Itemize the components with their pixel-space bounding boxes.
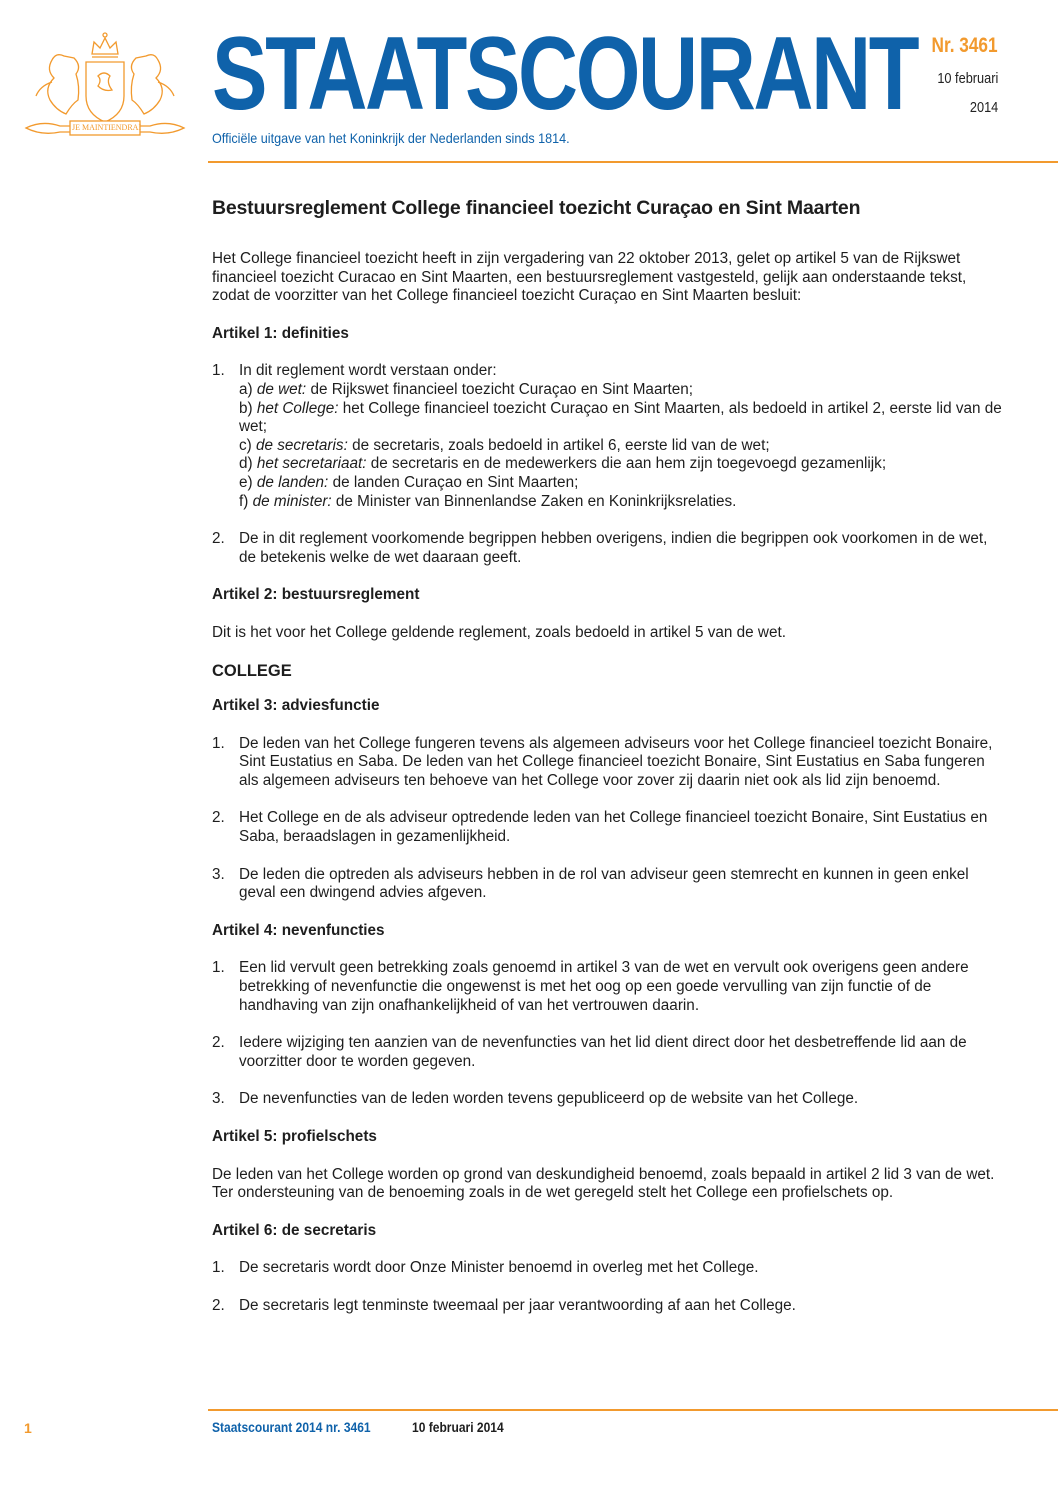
footer-date: 10 februari 2014 [412,1419,504,1435]
list-number: 2. [212,809,225,827]
list-item [212,530,1002,567]
article-2-text: Dit is het voor het College geldende reglement, zoals bedoeld in artikel 5 van de wet. [212,623,786,641]
definition-b: b) het College: het College financieel toezicht Curaçao en Sint Maarten, als bedoeld in artikel 2, eerste lid van de wet; [239,399,1002,436]
issue-number: Nr. 3461 [931,34,998,57]
article-5-text: De leden van het College worden op grond van deskundigheid benoemd, zoals bepaald in artikel 2 lid 3 van de wet. Ter ondersteuning van de benoeming zoals in de wet geregeld stelt het College een profielschets op. [212,1165,995,1202]
list-item [212,1297,1002,1316]
article-1-list [212,362,1002,567]
list-item [212,809,1002,846]
list-text: De leden die optreden als adviseurs hebben in de rol van adviseur geen stemrecht en kunnen in geen enkel geval een dwingend advies afgeven. [239,865,969,902]
footer-divider [208,1409,1058,1411]
list-text: De in dit reglement voorkomende begrippen hebben overigens, indien die begrippen ook voorkomen in de wet, de betekenis welke de wet daaraan geeft. [239,530,988,566]
list-text: Iedere wijziging ten aanzien van de nevenfuncties van het lid dient direct door het desbetreffende lid aan de voorzitter door te worden gegeven. [239,1034,967,1070]
section-heading-college: COLLEGE [212,661,292,680]
document-title: Bestuursreglement College financieel toezicht Curaçao en Sint Maarten [212,197,861,219]
list-number: 3. [212,1090,225,1108]
list-item [212,1259,1002,1278]
article-4-heading: Artikel 4: nevenfuncties [212,921,385,939]
masthead-title: STAATSCOURANT [212,16,918,132]
footer-publication: Staatscourant 2014 nr. 3461 [212,1419,371,1435]
royal-coat-of-arms-icon [22,30,188,142]
issue-date: 10 februari [936,71,998,87]
page-number: 1 [24,1420,32,1436]
list-text: De secretaris legt tenminste tweemaal per jaar verantwoording af aan het College. [239,1296,796,1314]
article-3-heading: Artikel 3: adviesfunctie [212,697,380,715]
list-number: 1. [212,362,225,380]
list-intro: In dit reglement wordt verstaan onder: [239,362,497,380]
list-text: De secretaris wordt door Onze Minister benoemd in overleg met het College. [239,1259,759,1277]
article-5-heading: Artikel 5: profielschets [212,1128,377,1145]
article-6-heading: Artikel 6: de secretaris [212,1221,377,1239]
masthead-tagline: Officiële uitgave van het Koninkrijk der Nederlanden sinds 1814. [212,130,570,146]
list-text: Het College en de als adviseur optredende leden van het College financieel toezicht Bonaire, Sint Eustatius en Saba, beraadslagen in gezamenlijkheid. [239,809,988,846]
article-3-list [212,735,1002,903]
preamble: Het College financieel toezicht heeft in zijn vergadering van 22 oktober 2013, gelet op artikel 5 van de Rijkswet financieel toezicht Curacao en Sint Maarten, een bestuursreglement vastgesteld, gelijk aan onderstaande tekst, zodat de voorzitter van het College financieel toezicht Curaçao en Sint Maarten besluit: [212,250,967,305]
definition-c: c) de secretaris: de secretaris, zoals bedoeld in artikel 6, eerste lid van de wet; [239,436,770,454]
list-item [212,362,1002,511]
article-1-heading: Artikel 1: definities [212,324,349,342]
definition-f: f) de minister: de Minister van Binnenlandse Zaken en Koninkrijksrelaties. [239,492,737,510]
definition-a: a) de wet: de Rijkswet financieel toezicht Curaçao en Sint Maarten; [239,380,694,398]
list-number: 2. [212,1034,225,1052]
definition-d: d) het secretariaat: de secretaris en de medewerkers die aan hem zijn toegevoegd gezamenlijk; [239,455,887,473]
list-item [212,959,1002,1015]
list-number: 3. [212,865,225,883]
list-text: De nevenfuncties van de leden worden tevens gepubliceerd op de website van het College. [239,1090,859,1108]
list-text: Een lid vervult geen betrekking zoals genoemd in artikel 3 van de wet en vervult ook overigens geen andere betrekking of nevenfunctie die ongewenst is met het oog op een goede vervulling van zijn functie of de handhaving van zijn onafhankelijkheid of van het vertrouwen daarin. [239,959,969,1014]
definition-e: e) de landen: de landen Curaçao en Sint Maarten; [239,473,579,491]
crest-motto: JE MAINTIENDRAI [72,123,142,132]
article-4-list [212,959,1002,1109]
list-item [212,866,1002,903]
list-item [212,1034,1002,1071]
article-6-list [212,1259,1002,1315]
list-number: 1. [212,734,225,752]
article-2-heading: Artikel 2: bestuursreglement [212,586,420,604]
list-number: 1. [212,1259,225,1277]
issue-year: 2014 [969,100,998,116]
document-body [212,196,1002,1335]
list-number: 2. [212,530,225,548]
list-text: De leden van het College fungeren tevens als algemeen adviseurs voor het College financieel toezicht Bonaire, Sint Eustatius en Saba. De leden van het College financieel toezicht Bonaire, Sint Eustatius en Saba fungeren als algemeen adviseurs ten behoeve van het College voor zover zij daarin niet ook als lid zijn benoemd. [239,734,993,789]
list-number: 2. [212,1296,225,1314]
list-item [212,735,1002,791]
list-number: 1. [212,959,225,977]
list-item [212,1090,1002,1109]
header-divider [208,161,1058,163]
